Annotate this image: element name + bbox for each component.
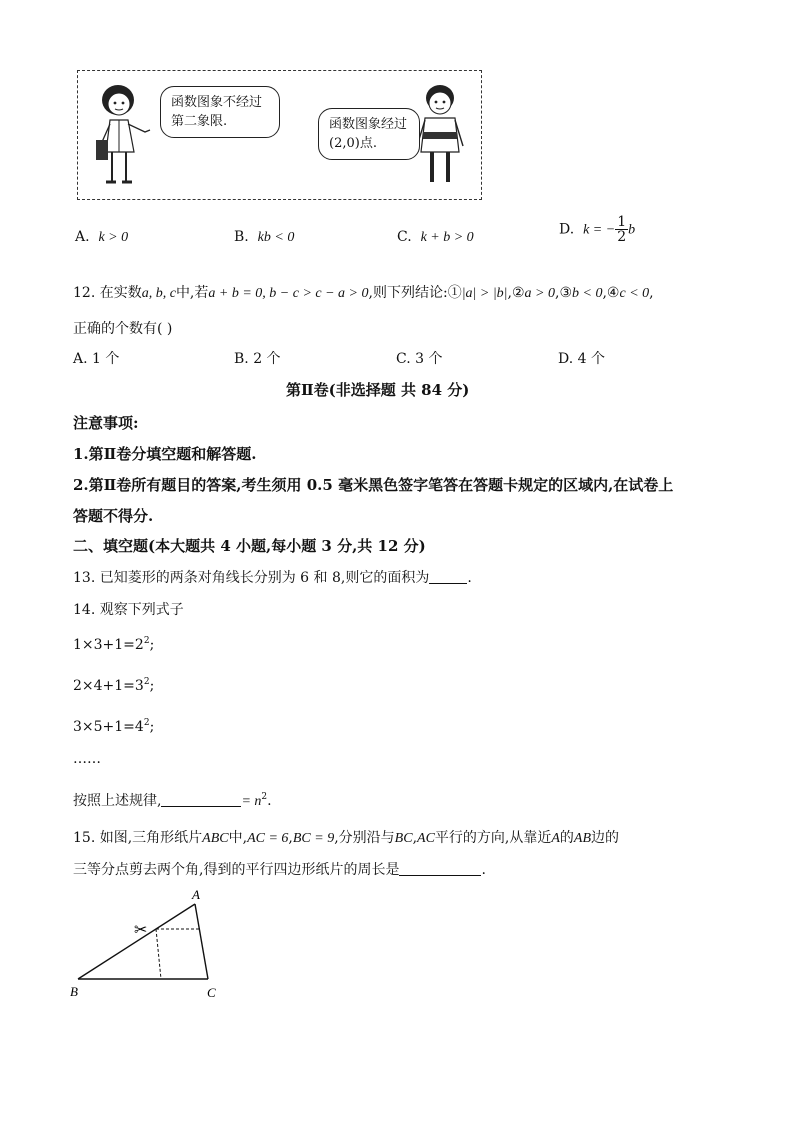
q12-option-b: B. 2 个 bbox=[234, 351, 281, 367]
q14-answer-blank[interactable] bbox=[161, 794, 241, 807]
girl-speech-bubble: 函数图象不经过第二象限. bbox=[160, 86, 280, 138]
q14-stem: 14. 观察下列式子 bbox=[73, 602, 184, 618]
q12-stem-line2: 正确的个数有( ) bbox=[73, 321, 173, 337]
q12-stem: 12. 在实数a, b, c中,若a + b = 0, b − c > c − a > 0,则下列结论:①|a| > |b|,②a > 0,③b < 0,④c < 0, bbox=[73, 285, 654, 301]
section-2-heading: 二、填空题(本大题共 4 小题,每小题 3 分,共 12 分) bbox=[73, 537, 426, 555]
q12-option-a: A. 1 个 bbox=[73, 351, 120, 367]
edge-ac bbox=[195, 904, 208, 979]
part2-title: 第Ⅱ卷(非选择题 共 84 分) bbox=[286, 381, 470, 399]
fraction-one-half: $\frac{1}{2}$ bbox=[617, 214, 627, 245]
scissors-icon: ✂ bbox=[134, 920, 148, 939]
q13-answer-blank[interactable] bbox=[429, 571, 467, 584]
q13: 13. 已知菱形的两条对角线长分别为 6 和 8,则它的面积为 . bbox=[73, 570, 472, 586]
girl-figure bbox=[90, 80, 160, 190]
q15-answer-blank[interactable] bbox=[399, 863, 481, 876]
q15-line2: 三等分点剪去两个角,得到的平行四边形纸片的周长是 . bbox=[73, 862, 486, 878]
note-1: 1.第Ⅱ卷分填空题和解答题. bbox=[73, 445, 257, 463]
q12-option-d: D. 4 个 bbox=[558, 351, 605, 367]
q11-option-b: B. kb < 0 bbox=[234, 229, 295, 245]
q11-option-c: C. k + b > 0 bbox=[397, 229, 474, 245]
q14-eq1: $1\times 3+1=2^2$; bbox=[73, 636, 155, 653]
note-2-line2: 答题不得分. bbox=[73, 507, 154, 525]
vertex-label-c: C bbox=[207, 985, 216, 1000]
q12-option-c: C. 3 个 bbox=[396, 351, 443, 367]
vertex-label-a: A bbox=[192, 887, 200, 902]
triangle-figure bbox=[66, 885, 236, 1010]
q14-rule: 按照上述规律, = $n^2$. bbox=[73, 792, 272, 809]
edge-ab bbox=[78, 904, 195, 979]
notes-heading: 注意事项: bbox=[73, 414, 139, 432]
q11-option-a: A. k > 0 bbox=[75, 229, 129, 245]
q14-eq2: $2\times 4+1=3^2$; bbox=[73, 677, 155, 694]
boy-speech-bubble: 函数图象经过(2,0)点. bbox=[318, 108, 420, 160]
q14-ellipsis: …… bbox=[73, 751, 101, 767]
vertex-label-b: B bbox=[70, 984, 78, 999]
note-2-line1: 2.第Ⅱ卷所有题目的答案,考生须用 0.5 毫米黑色签字笔答在答题卡规定的区域内,在试卷上 bbox=[73, 476, 674, 494]
q15-line1: 15. 如图,三角形纸片ABC中,AC = 6,BC = 9,分别沿与BC,AC平行的方向,从靠近A的AB边的 bbox=[73, 830, 620, 846]
q14-eq3: $3\times 5+1=4^2$; bbox=[73, 718, 155, 735]
cut-line-vertical bbox=[156, 929, 161, 979]
q11-option-d: D. k = − $\frac{1}{2}$ b bbox=[559, 214, 636, 245]
